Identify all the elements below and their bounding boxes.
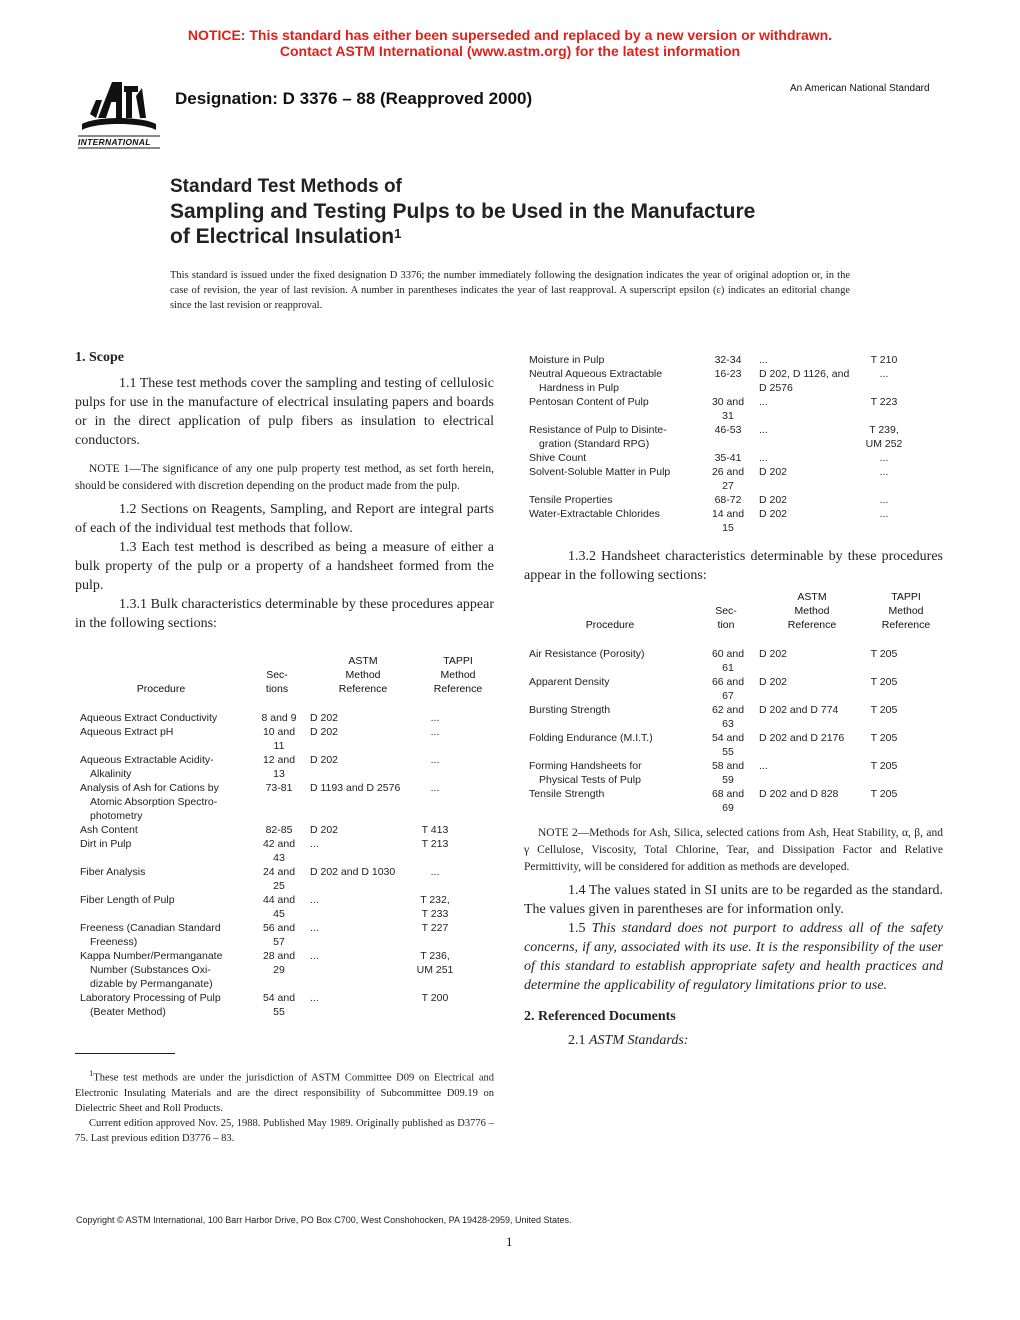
cell-tappi (405, 753, 465, 767)
cell-line: Aqueous Extractable Acidity- (80, 754, 214, 766)
cell-astm (310, 837, 420, 851)
cell-sections (256, 837, 302, 865)
cell-sections (256, 753, 302, 781)
footnote-text-2: Current edition approved Nov. 25, 1988. Published May 1989. Originally published as D3776 – 75. Last previous edition D3776 – 83. (75, 1117, 494, 1144)
cell-sections (256, 991, 302, 1019)
page-number: 1 (506, 1234, 513, 1249)
cell-line: 10 and (262, 726, 296, 738)
cell-line: dizable by Permanganate) (90, 978, 213, 990)
cell-line: T 205 (870, 760, 898, 772)
cell-line: 25 (273, 880, 285, 892)
cell-procedure (80, 753, 250, 781)
cell-line: D 202 and D 774 (759, 704, 839, 716)
cell-line: 28 and (262, 950, 296, 962)
bulk-header-astm-b: Method (345, 669, 381, 681)
cell-line: T 210 (870, 354, 898, 366)
cell-line: T 236, (420, 950, 450, 962)
cell-line: Folding Endurance (M.I.T.) (529, 732, 653, 744)
cell-sections (256, 893, 302, 921)
cell-procedure (80, 991, 250, 1019)
cell-line: Water-Extractable Chlorides (529, 508, 660, 520)
cell-line: T 205 (870, 676, 898, 688)
cell-line: 24 and (262, 866, 296, 878)
scope-heading: 1. Scope (75, 350, 124, 365)
cell-line: Kappa Number/Permanganate (80, 950, 223, 962)
cell-line: D 202 (759, 466, 788, 478)
para-1-3-2-wrap (524, 547, 943, 585)
hs-header-tappi-b: Method (888, 605, 924, 617)
designation: Designation: D 3376 – 88 (Reapproved 2000) (175, 89, 533, 108)
para-1-1: 1.1 These test methods cover the sampling and testing of cellulosic pulps for use in the manufacture of electrical insulating papers and boards or in the direct application of pulp fibers as insulation to electrical conductors. (75, 376, 494, 448)
cell-line: T 227 (421, 922, 449, 934)
cell-tappi (854, 451, 914, 465)
cell-sections (256, 711, 302, 725)
cell-line: ... (759, 452, 768, 464)
cell-line: D 202 (759, 508, 788, 520)
cell-line: 56 and (262, 922, 296, 934)
cell-sections (705, 703, 751, 731)
cell-sections (705, 759, 751, 787)
cell-procedure (80, 865, 250, 879)
cell-line: 35-41 (714, 452, 742, 464)
cell-line: 57 (273, 936, 285, 948)
cell-sections (256, 823, 302, 837)
cell-procedure (529, 647, 699, 661)
cell-line: 54 and (262, 992, 296, 1004)
cell-line: T 233 (421, 908, 449, 920)
cell-line: ... (430, 782, 440, 794)
cell-procedure (529, 675, 699, 689)
cell-line: Neutral Aqueous Extractable (529, 368, 663, 380)
cell-tappi (405, 781, 465, 795)
para-2-1-num: 2.1 (568, 1033, 586, 1048)
hs-header-section-b: tion (717, 619, 735, 631)
cell-line: Ash Content (80, 824, 138, 836)
cell-line: Atomic Absorption Spectro- (90, 796, 218, 808)
cell-line: D 2576 (759, 382, 793, 394)
cell-line: UM 252 (865, 438, 903, 450)
cell-astm (759, 787, 869, 801)
cell-astm (310, 893, 420, 907)
cell-line: Tensile Properties (529, 494, 613, 506)
notice-line-2: Contact ASTM International (www.astm.org) for the latest information (279, 43, 741, 59)
cell-line: T 223 (870, 396, 898, 408)
cell-sections (705, 787, 751, 815)
cell-procedure (529, 353, 699, 367)
cell-tappi (405, 865, 465, 879)
cell-line: T 205 (870, 704, 898, 716)
cell-line: 54 and (711, 732, 745, 744)
cell-astm (310, 781, 420, 795)
cell-line: ... (759, 396, 768, 408)
cell-line: Shive Count (529, 452, 587, 464)
hs-header-astm-b: Method (794, 605, 830, 617)
cell-sections (705, 731, 751, 759)
cell-sections (256, 781, 302, 795)
cell-astm (759, 395, 869, 409)
cell-line: Tensile Strength (529, 788, 605, 800)
hs-header-tappi-c: Reference (881, 619, 931, 631)
cell-astm (759, 451, 869, 465)
cell-astm (310, 949, 420, 963)
cell-line: Moisture in Pulp (529, 354, 605, 366)
left-column (75, 348, 494, 633)
cell-astm (759, 507, 869, 521)
cell-line: 14 and (711, 508, 745, 520)
cell-sections (705, 367, 751, 381)
cell-line: photometry (90, 810, 143, 822)
cell-sections (705, 423, 751, 437)
cell-line: Forming Handsheets for (529, 760, 642, 772)
cell-line: Aqueous Extract pH (80, 726, 174, 738)
cell-astm (310, 725, 420, 739)
cell-line: T 239, (869, 424, 899, 436)
cell-line: D 202 (310, 726, 339, 738)
para-2-1-text: ASTM Standards: (589, 1033, 689, 1048)
cell-procedure (80, 921, 250, 949)
para-1-3: 1.3 Each test method is described as being a measure of either a bulk property of the pulp or a property of a handsheet formed from the pulp. (75, 540, 494, 593)
para-1-4: 1.4 The values stated in SI units are to be regarded as the standard. The values given in parentheses are for information only. (524, 883, 943, 917)
title-line-2: Sampling and Testing Pulps to be Used in the Manufacture (170, 200, 756, 223)
cell-sections (256, 725, 302, 753)
cell-sections (705, 353, 751, 367)
cell-procedure (529, 703, 699, 717)
cell-sections (705, 675, 751, 703)
cell-line: D 202 (310, 712, 339, 724)
cell-line: D 202 (759, 648, 788, 660)
cell-sections (256, 949, 302, 977)
cell-line: 66 and (711, 676, 745, 688)
cell-tappi (854, 787, 914, 801)
title-line-1: Standard Test Methods of (170, 176, 402, 197)
cell-procedure (529, 507, 699, 521)
para-1-5-num: 1.5 (568, 921, 586, 936)
cell-procedure (529, 465, 699, 479)
cell-procedure (80, 711, 250, 725)
para-1-3-1: 1.3.1 Bulk characteristics determinable by these procedures appear in the following sections: (75, 597, 494, 631)
note-1: NOTE 1—The significance of any one pulp property test method, as set forth herein, should be considered with discretion depending on the product made from the pulp. (75, 463, 494, 492)
cell-tappi (854, 423, 914, 451)
cell-tappi (405, 991, 465, 1005)
bulk-header-astm-c: Reference (338, 683, 388, 695)
cell-line: T 413 (421, 824, 449, 836)
cell-line: 63 (722, 718, 734, 730)
hs-header-tappi-a: TAPPI (891, 591, 921, 603)
cell-tappi (405, 837, 465, 851)
note-2: NOTE 2—Methods for Ash, Silica, selected cations from Ash, Heat Stability, α, β, and γ Cellulose, Viscosity, Total Chlorine, Tear, and Dissipation Factor and Relative Permittivity, will be considered for addition as methods are developed. (524, 827, 943, 873)
american-national-standard: An American National Standard (790, 83, 930, 94)
cell-tappi (854, 731, 914, 745)
cell-procedure (80, 725, 250, 739)
cell-line: D 202 (759, 494, 788, 506)
hs-header-section-a: Sec- (715, 605, 737, 617)
footnote-rule (75, 1053, 175, 1054)
cell-line: 12 and (262, 754, 296, 766)
cell-line: 62 and (711, 704, 745, 716)
cell-line: ... (310, 992, 319, 1004)
cell-line: D 202 (310, 754, 339, 766)
cell-procedure (529, 451, 699, 465)
cell-tappi (854, 493, 914, 507)
cell-tappi (405, 823, 465, 837)
cell-line: 69 (722, 802, 734, 814)
cell-line: Fiber Length of Pulp (80, 894, 175, 906)
cell-sections (705, 395, 751, 423)
cell-tappi (854, 465, 914, 479)
cell-line: 27 (722, 480, 734, 492)
cell-line: 13 (273, 768, 285, 780)
para-1-5 (524, 919, 943, 995)
cell-line: Pentosan Content of Pulp (529, 396, 649, 408)
right-column-text (524, 825, 943, 1050)
title-line-3: of Electrical Insulation (170, 225, 395, 248)
bulk-header-tappi-c: Reference (433, 683, 483, 695)
cell-procedure (80, 949, 250, 991)
cell-tappi (854, 675, 914, 689)
cell-procedure (529, 787, 699, 801)
cell-line: ... (879, 508, 889, 520)
cell-astm (310, 711, 420, 725)
cell-astm (310, 991, 420, 1005)
cell-line: D 202 (310, 824, 339, 836)
cell-line: D 202 (759, 676, 788, 688)
cell-tappi (854, 353, 914, 367)
cell-line: ... (879, 452, 889, 464)
cell-line: ... (759, 760, 768, 772)
bulk-header-tappi-b: Method (440, 669, 476, 681)
cell-line: Solvent-Soluble Matter in Pulp (529, 466, 671, 478)
cell-line: 61 (722, 662, 734, 674)
cell-line: T 205 (870, 732, 898, 744)
cell-line: Aqueous Extract Conductivity (80, 712, 218, 724)
cell-line: 26 and (711, 466, 745, 478)
cell-astm (310, 823, 420, 837)
cell-line: 68-72 (714, 494, 742, 506)
cell-sections (256, 865, 302, 893)
cell-line: ... (759, 424, 768, 436)
cell-line: Hardness in Pulp (539, 382, 619, 394)
cell-line: D 1193 and D 2576 (310, 782, 401, 794)
cell-tappi (405, 921, 465, 935)
cell-astm (759, 423, 869, 437)
cell-line: Number (Substances Oxi- (90, 964, 211, 976)
cell-line: UM 251 (416, 964, 454, 976)
cell-astm (759, 367, 869, 395)
cell-line: Laboratory Processing of Pulp (80, 992, 221, 1004)
cell-procedure (80, 893, 250, 907)
cell-line: 32-34 (714, 354, 742, 366)
cell-sections (705, 507, 751, 535)
cell-line: 67 (722, 690, 734, 702)
bulk-header-tappi-a: TAPPI (443, 655, 473, 667)
cell-tappi (405, 893, 465, 921)
cell-line: 30 and (711, 396, 745, 408)
logo-international-text: INTERNATIONAL (78, 137, 151, 147)
cell-tappi (405, 711, 465, 725)
cell-line: ... (310, 922, 319, 934)
cell-line: 55 (273, 1006, 285, 1018)
bulk-header-astm-a: ASTM (348, 655, 378, 667)
cell-line: T 205 (870, 648, 898, 660)
bulk-header-sections-a: Sec- (266, 669, 288, 681)
cell-procedure (80, 837, 250, 851)
cell-line: 15 (722, 522, 734, 534)
cell-line: Fiber Analysis (80, 866, 146, 878)
cell-line: 46-53 (714, 424, 742, 436)
cell-astm (310, 753, 420, 767)
cell-line: 73-81 (265, 782, 293, 794)
cell-line: Resistance of Pulp to Disinte- (529, 424, 667, 436)
cell-line: D 202 and D 1030 (310, 866, 396, 878)
cell-line: Analysis of Ash for Cations by (80, 782, 219, 794)
cell-line: ... (310, 950, 319, 962)
cell-line: Alkalinity (90, 768, 132, 780)
cell-line: 8 and 9 (261, 712, 297, 724)
cell-line: Apparent Density (529, 676, 610, 688)
cell-line: (Beater Method) (90, 1006, 166, 1018)
footnote (75, 1066, 494, 1146)
cell-astm (759, 731, 869, 745)
cell-line: 58 and (711, 760, 745, 772)
issued-note: This standard is issued under the fixed designation D 3376; the number immediately following the designation indicates the year of original adoption or, in the case of revision, the year of last revision. A number in parentheses indicates the year of last reapproval. A superscript epsilon (ε) indicates an editorial change since the last revision or reapproval. (170, 270, 850, 311)
cell-tappi (854, 395, 914, 409)
cell-line: 45 (273, 908, 285, 920)
cell-line: 29 (273, 964, 285, 976)
cell-line: Freeness (Canadian Standard (80, 922, 221, 934)
cell-line: ... (879, 466, 889, 478)
cell-line: D 202 and D 2176 (759, 732, 845, 744)
para-1-2: 1.2 Sections on Reagents, Sampling, and Report are integral parts of each of the individual test methods that follow. (75, 502, 494, 536)
cell-tappi (405, 725, 465, 739)
cell-line: ... (430, 726, 440, 738)
cell-procedure (529, 759, 699, 787)
cell-sections (705, 465, 751, 493)
cell-astm (759, 675, 869, 689)
hs-header-astm-a: ASTM (797, 591, 827, 603)
cell-line: ... (430, 754, 440, 766)
cell-line: T 205 (870, 788, 898, 800)
cell-astm (759, 493, 869, 507)
cell-line: 68 and (711, 788, 745, 800)
document-title (170, 175, 755, 249)
para-1-3-2: 1.3.2 Handsheet characteristics determinable by these procedures appear in the following sections: (524, 549, 943, 583)
cell-line: D 202 and D 828 (759, 788, 839, 800)
cell-line: ... (310, 894, 319, 906)
title-footnote-mark: 1 (394, 226, 402, 241)
cell-line: ... (879, 368, 889, 380)
cell-line: Freeness) (90, 936, 138, 948)
cell-procedure (529, 395, 699, 409)
cell-line: ... (759, 354, 768, 366)
cell-astm (310, 921, 420, 935)
notice-line-1: NOTICE: This standard has either been superseded and replaced by a new version or withdrawn. (187, 27, 833, 43)
cell-astm (759, 759, 869, 773)
cell-line: D 202, D 1126, and (759, 368, 850, 380)
cell-line: 82-85 (265, 824, 293, 836)
cell-tappi (854, 759, 914, 773)
cell-tappi (854, 507, 914, 521)
cell-line: 42 and (262, 838, 296, 850)
cell-line: 55 (722, 746, 734, 758)
cell-line: T 200 (421, 992, 449, 1004)
hs-header-astm-c: Reference (787, 619, 837, 631)
cell-line: ... (430, 866, 440, 878)
hs-header-procedure: Procedure (585, 619, 635, 631)
cell-line: ... (879, 494, 889, 506)
cell-line: ... (430, 712, 440, 724)
cell-line: T 213 (421, 838, 449, 850)
cell-astm (310, 865, 420, 879)
cell-procedure (529, 731, 699, 745)
cell-line: 31 (722, 410, 734, 422)
cell-sections (705, 647, 751, 675)
cell-tappi (854, 703, 914, 717)
bulk-header-sections-b: tions (265, 683, 289, 695)
cell-line: 11 (273, 740, 285, 752)
cell-astm (759, 647, 869, 661)
footnote-mark: 1 (89, 1068, 94, 1078)
copyright: Copyright © ASTM International, 100 Barr Harbor Drive, PO Box C700, West Conshohocken, PA 19428-2959, United States. (76, 1215, 572, 1225)
referenced-heading: 2. Referenced Documents (524, 1009, 676, 1024)
cell-tappi (854, 647, 914, 661)
cell-line: Air Resistance (Porosity) (529, 648, 645, 660)
cell-line: gration (Standard RPG) (539, 438, 650, 450)
cell-sections (256, 921, 302, 949)
cell-procedure (529, 367, 699, 395)
cell-line: 16-23 (714, 368, 742, 380)
cell-astm (759, 353, 869, 367)
cell-line: Dirt in Pulp (80, 838, 132, 850)
cell-tappi (854, 367, 914, 381)
cell-procedure (529, 493, 699, 507)
bulk-header-procedure: Procedure (136, 683, 186, 695)
cell-line: Physical Tests of Pulp (539, 774, 641, 786)
cell-procedure (80, 781, 250, 823)
cell-astm (759, 703, 869, 717)
cell-line: 59 (722, 774, 734, 786)
cell-line: ... (310, 838, 319, 850)
cell-line: 43 (273, 852, 285, 864)
cell-procedure (80, 823, 250, 837)
cell-line: 60 and (711, 648, 745, 660)
footnote-text-1: These test methods are under the jurisdiction of ASTM Committee D09 on Electrical and Electronic Insulating Materials and are the direct responsibility of Subcommittee D09.19 on Dielectric Sheet and Roll Products. (75, 1072, 494, 1114)
cell-line: Bursting Strength (529, 704, 611, 716)
cell-sections (705, 493, 751, 507)
cell-procedure (529, 423, 699, 451)
cell-sections (705, 451, 751, 465)
cell-astm (759, 465, 869, 479)
cell-line: 44 and (262, 894, 296, 906)
para-1-5-text: This standard does not purport to address all of the safety concerns, if any, associated with its use. It is the responsibility of the user of this standard to establish appropriate safety and health practices and determine the applicability of regulatory limitations prior to use. (524, 921, 943, 993)
cell-line: T 232, (420, 894, 450, 906)
cell-tappi (405, 949, 465, 977)
